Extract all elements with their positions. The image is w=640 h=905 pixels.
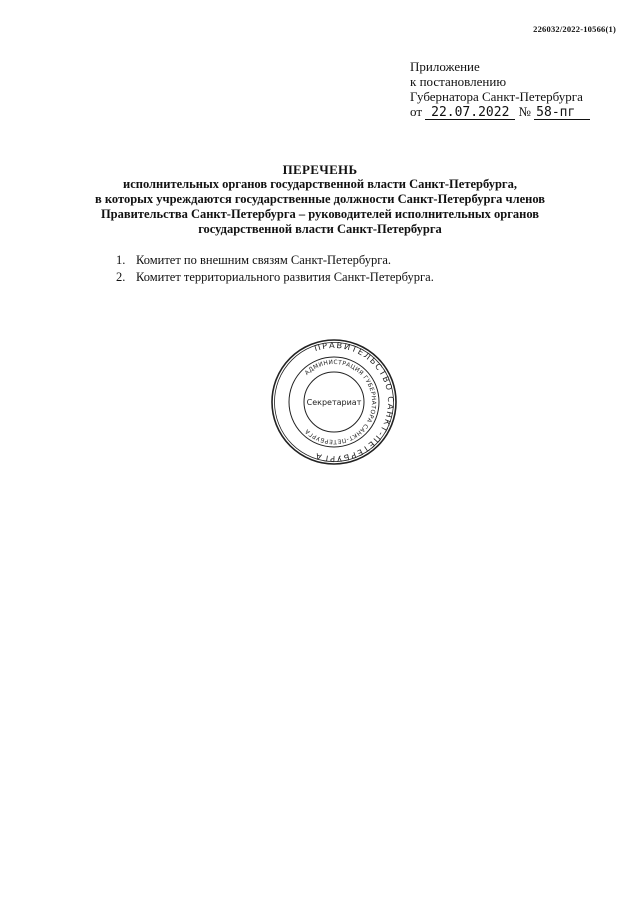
stamp-outer-text: ПРАВИТЕЛЬСТВО САНКТ-ПЕТЕРБУРГА <box>312 339 397 465</box>
document-title <box>90 162 550 237</box>
title-line-4: государственной власти Санкт-Петербурга <box>198 222 442 236</box>
appendix-line-1: Приложение <box>410 59 480 74</box>
official-stamp <box>270 338 398 466</box>
date-prefix: от <box>410 104 423 119</box>
title-line-2: в которых учреждаются государственные должности Санкт-Петербурга членов <box>94 192 546 206</box>
list-item <box>116 252 434 269</box>
number-prefix: № <box>518 104 531 119</box>
registration-number: 226032/2022-10566(1) <box>533 24 616 34</box>
appendix-line-3: Губернатора Санкт-Петербурга <box>410 89 583 104</box>
appendix-block <box>410 59 590 120</box>
title-heading: ПЕРЕЧЕНЬ <box>282 162 358 177</box>
list-item <box>116 269 434 286</box>
stamp-center-text: Секретариат <box>306 398 362 407</box>
title-line-1: исполнительных органов государственной власти Санкт-Петербурга, <box>123 177 517 191</box>
decree-number: 58-пг <box>534 106 590 120</box>
stamp-inner-text: АДМИНИСТРАЦИЯ ГУБЕРНАТОРА САНКТ-ПЕТЕРБУРГА <box>304 359 377 445</box>
list-item-number: 1. <box>116 253 126 267</box>
appendix-line-2: к постановлению <box>410 74 507 89</box>
appendix-date-line <box>410 104 590 120</box>
committee-list <box>116 252 434 286</box>
title-line-3: Правительства Санкт-Петербурга – руководителей исполнительных органов <box>100 207 540 221</box>
decree-date: 22.07.2022 <box>425 106 515 120</box>
list-item-text: Комитет территориального развития Санкт-Петербурга. <box>136 270 434 284</box>
list-item-text: Комитет по внешним связям Санкт-Петербурга. <box>136 253 392 267</box>
list-item-number: 2. <box>116 270 126 284</box>
